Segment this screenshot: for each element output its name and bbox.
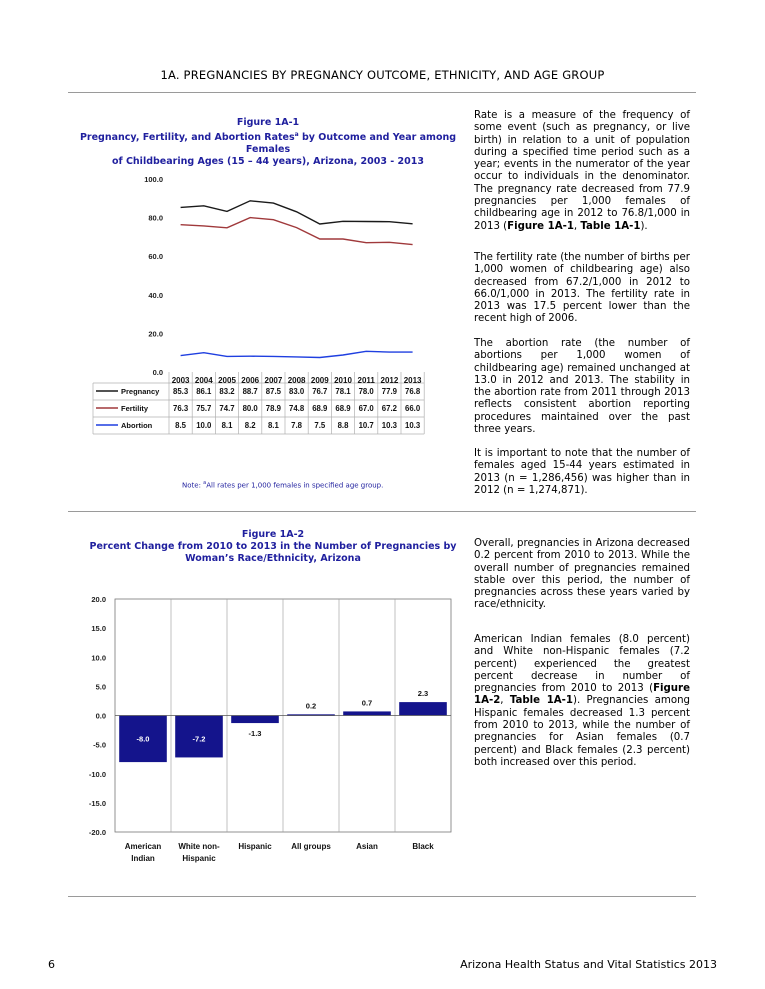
paragraph-rate-definition: Rate is a measure of the frequency of some event (such as pregnancy, or live birth) in relation to a unit of population during a specified time period such as a year; events in the numerator of the year occur to individuals in the denominator. The pregnancy rate decreased from 77.9 pregnancies per 1,000 females of childbearing age in 2012 to 76.8/1,000 in 2013 (Figure 1A-1, Table 1A-1). [474,110,690,232]
data-table-cell: 8.8 [337,421,349,430]
bar-chart-x-tick: Black [412,842,434,851]
data-table-cell: 83.2 [219,387,235,396]
data-table-cell: 76.7 [312,387,328,396]
publication-footer: Arizona Health Status and Vital Statistics 2013 [460,958,717,971]
figure-2-subtitle-2: Woman’s Race/Ethnicity, Arizona [185,553,361,564]
line-chart-x-tick: 2006 [241,376,260,385]
bar-chart-x-tick: White non-Hispanic [178,842,220,863]
line-chart-x-tick: 2005 [218,376,236,385]
data-table-cell: 68.9 [312,404,328,413]
bar-black [399,702,447,715]
figure-2-subtitle: Percent Change from 2010 to 2013 in the Number of Pregnancies by [89,541,457,552]
data-table-cell: 74.7 [219,404,235,413]
series-line-pregnancy [181,201,413,224]
line-chart-x-tick: 2013 [403,376,422,385]
data-table-cell: 75.7 [196,404,212,413]
bar-chart-y-tick: 10.0 [91,653,106,663]
data-table-cell: 10.7 [358,421,374,430]
line-chart-x-tick: 2009 [310,376,329,385]
data-table-cell: 7.5 [314,421,326,430]
data-table-cell: 68.9 [335,404,351,413]
figure-1-note: Note: $^a$All rates per 1,000 females in specified age group. [182,480,384,490]
data-table-cell: 80.0 [242,404,258,413]
bar-chart-y-tick: -20.0 [88,828,106,837]
data-table-cell: 77.9 [381,387,397,396]
bar-chart-y-tick: 5.0 [95,682,106,692]
bar-chart-y-tick: 15.0 [91,624,106,634]
page-number: 6 [48,958,55,971]
paragraph-fertility: The fertility rate (the number of births per 1,000 women of childbearing age) also decreased from 67.2/1,000 in 2012 to 66.0/1,000 in 2013. The fertility rate in 2013 was 17.5 percent lower than the recent high of 2006. [474,252,690,325]
bar-chart-x-tick: American Indian [124,842,162,863]
table-ref: Table 1A-1 [509,695,573,707]
line-chart-x-tick: 2011 [357,376,375,385]
legend-label-abortion: Abortion [121,421,153,430]
paragraph-race-ethnicity: American Indian females (8.0 percent) and White non-Hispanic females (7.2 percent) experienced the greatest percent decrease in number of pregnancies from 2010 to 2013 (Figure 1A-2, Table 1A-1). Pregnancies among Hispanic females decreased 1.3 percent from 2010 to 2013, while the number of pregnancies for Asian females (0.7 percent) and Black females (2.3 percent) both increased over this period. [474,634,690,768]
data-table-cell: 67.2 [381,404,397,413]
line-chart-y-tick: 80.0 [148,213,163,223]
bar-asian [343,711,391,715]
bar-value-label: -8.0 [136,734,150,744]
line-chart-x-tick: 2007 [264,376,283,385]
figure-ref: Figure 1A-1 [507,220,574,232]
data-table-cell: 76.3 [173,404,189,413]
data-table-cell: 74.8 [289,404,305,413]
figure-1-title: Figure 1A-1 [236,117,300,128]
data-table-cell: 76.8 [405,387,421,396]
bar-value-label: -7.2 [192,734,206,744]
legend-label-pregnancy: Pregnancy [121,387,160,396]
bar-value-label: -1.3 [248,729,262,739]
line-chart-x-tick: 2003 [171,376,190,385]
data-table-cell: 8.2 [244,421,256,430]
figure-1-subtitle-2: of Childbearing Ages (15 – 44 years), Arizona, 2003 - 2013 [111,156,424,168]
bar-chart-x-tick: Asian [356,842,378,851]
bar-hispanic [231,716,279,724]
table-ref: Table 1A-1 [580,220,641,232]
bar-chart-x-tick: Hispanic [238,842,272,851]
page-header: 1A. PREGNANCIES BY PREGNANCY OUTCOME, ETHNICITY, AND AGE GROUP [160,68,605,82]
data-table-cell: 85.3 [173,387,189,396]
data-table-cell: 88.7 [242,387,258,396]
line-chart-x-tick: 2010 [334,376,352,385]
data-table-cell: 10.3 [405,421,421,430]
data-table-cell: 78.9 [265,404,281,413]
data-table-cell: 10.0 [196,421,212,430]
bar-chart-y-tick: 0.0 [95,711,106,721]
data-table-cell: 83.0 [289,387,305,396]
data-table-cell: 78.1 [335,387,351,396]
bar-chart-y-tick: 20.0 [91,595,106,604]
paragraph-abortion: The abortion rate (the number of abortions per 1,000 women of childbearing age) remained unchanged at 13.0 in 2012 and 2013. The stability in the abortion rate from 2011 through 2013 reflects consistent abortion reporting procedures maintained over the past three years. [474,338,690,436]
bar-value-label: 0.7 [361,698,373,708]
paragraph-population-note: It is important to note that the number of females aged 15-44 years estimated in 2013 (n = 1,286,456) was higher than in 2012 (n = 1,274,871). [474,448,690,496]
line-chart-y-tick: 40.0 [148,290,163,300]
data-table-cell: 86.1 [196,387,212,396]
line-chart-x-tick: 2012 [380,376,399,385]
data-table-cell: 10.3 [381,421,397,430]
data-table-cell: 78.0 [358,387,374,396]
series-line-abortion [181,351,413,357]
data-table-cell: 8.5 [175,421,187,430]
line-chart-x-tick: 2004 [194,376,213,385]
legend-label-fertility: Fertility [121,404,149,413]
figure-2-title: Figure 1A-2 [241,529,305,540]
line-chart-y-tick: 0.0 [152,368,163,377]
bar-value-label: 2.3 [417,689,429,699]
bar-value-label: 0.2 [305,701,317,711]
figure-1-subtitle: Pregnancy, Fertility, and Abortion Rates$^a$ by Outcome and Year among Females [79,131,457,156]
data-table-cell: 7.8 [291,421,303,430]
paragraph-overall: Overall, pregnancies in Arizona decreased 0.2 percent from 2010 to 2013. While the overall number of pregnancies remained stable over this period, the number of pregnancies across these years varied by race/ethnicity. [474,538,690,611]
data-table-cell: 8.1 [221,421,233,430]
bar-chart-y-tick: -10.0 [88,769,106,779]
bar-chart-x-tick: All groups [291,842,331,851]
data-table-cell: 8.1 [267,421,279,430]
line-chart-y-tick: 100.0 [144,175,163,184]
line-chart-x-tick: 2008 [287,376,306,385]
bar-chart-y-tick: -5.0 [93,740,106,750]
bar-chart-y-tick: -15.0 [88,798,106,808]
data-table-cell: 67.0 [358,404,374,413]
line-chart-y-tick: 60.0 [148,252,163,262]
data-table-cell: 66.0 [405,404,421,413]
figure-ref: Figure 1A-2 [474,683,690,707]
data-table-cell: 87.5 [265,387,281,396]
line-chart-y-tick: 20.0 [148,329,163,339]
